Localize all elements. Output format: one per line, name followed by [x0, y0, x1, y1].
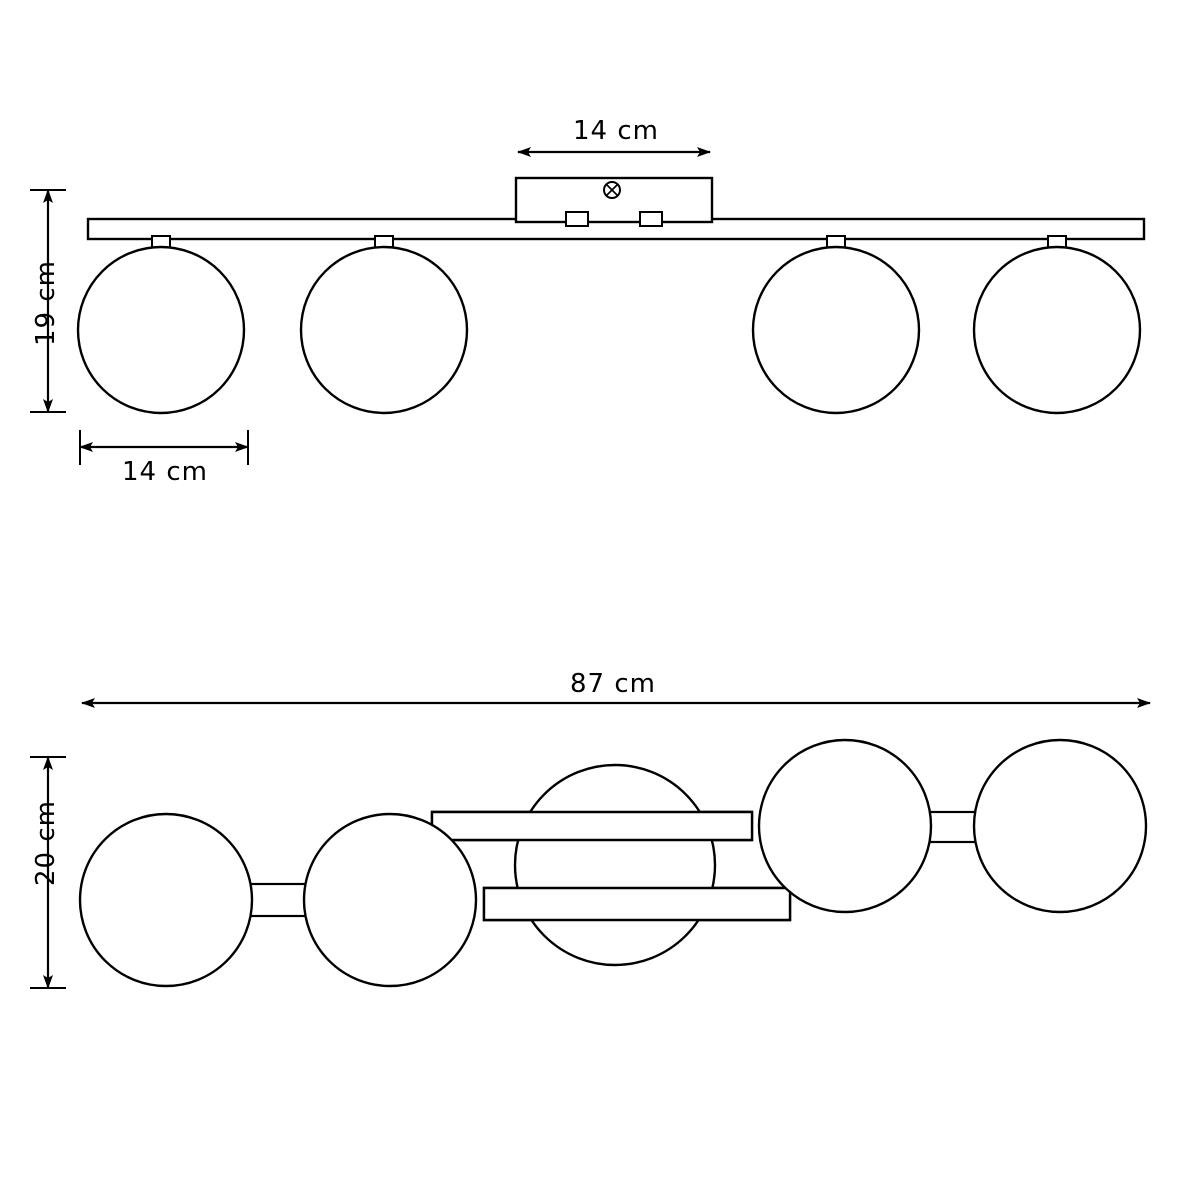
- front-globe-1: [78, 247, 244, 413]
- top-globe-3: [759, 740, 931, 912]
- front-globe-2: [301, 247, 467, 413]
- front-view-group: [78, 178, 1144, 413]
- top-view-group: [80, 740, 1146, 986]
- front-globe-4: [974, 247, 1140, 413]
- dim-label-globe-diameter: 14 cm: [122, 457, 208, 487]
- top-view-canopy: [515, 765, 715, 965]
- top-globe-1: [80, 814, 252, 986]
- front-globe-3: [753, 247, 919, 413]
- dim-label-height: 19 cm: [31, 260, 61, 346]
- dim-label-canopy-width: 14 cm: [573, 116, 659, 146]
- dim-label-depth: 20 cm: [31, 800, 61, 886]
- top-globe-4: [974, 740, 1146, 912]
- top-globe-2: [304, 814, 476, 986]
- dim-label-length: 87 cm: [570, 669, 656, 699]
